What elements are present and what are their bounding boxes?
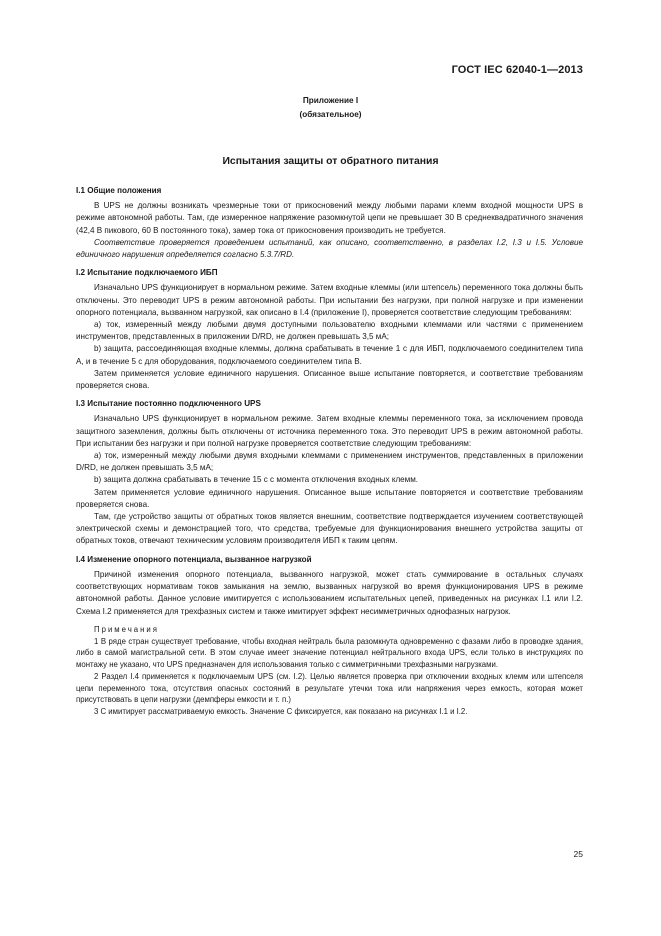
paragraph: Соответствие проверяется проведением испытаний, как описано, соответственно, в разделах I.2, I.3 и I.5. Условие единичного нарушения определяется согласно 5.3.7/RD.	[76, 237, 583, 260]
note-item: 1 В ряде стран существует требование, чтобы входная нейтраль была разомкнута одновременно с фазами либо в проводке здания, либо в самой магистральной сети. В этом случае имеет значение потенциал нейтрального входа UPS, если только в инструкциях по монтажу не указано, что UPS предназначен для использования только с симметричными трехфазными нагрузками.	[76, 636, 583, 670]
section-heading: I.1 Общие положения	[76, 186, 162, 195]
notes-heading: Примечания	[94, 624, 160, 634]
page-number: 25	[573, 849, 583, 859]
paragraph: Изначально UPS функционирует в нормальном режиме. Затем входные клеммы (или штепсель) переменного тока должны быть отключены. Это переводит UPS в режим автономной работы. При испытании без нагрузки, при полной нагрузке и при изменении опорного потенциала, вызванном нагрузкой, как описано в I.4 (приложение I), проверяется соответствие следующим требованиям:	[76, 283, 583, 317]
annex-title: Приложение I	[302, 96, 359, 105]
section-heading: I.4 Изменение опорного потенциала, вызванное нагрузкой	[76, 554, 312, 564]
document-body	[76, 185, 583, 718]
list-item: а) ток, измеренный между любыми двумя входными клеммами с применением инструментов, представленных в приложении D/RD, не должен превышать 3,5 мА;	[76, 451, 583, 473]
note-item: 2 Раздел I.4 применяется к подключаемым UPS (см. I.2). Целью является проверка при отключении входных клемм или штепселя цепи переменного тока, отсутствия опасных состояний в результате утечки тока или напряжения через емкость, которая может присутствовать в цепи нагрузки (демпферы емкости и т. п.)	[76, 671, 583, 705]
section-heading: I.3 Испытание постоянно подключенного UPS	[76, 399, 261, 409]
list-item: а) ток, измеренный между любыми двумя доступными пользователю входными клеммами или частями с применением инструментов, представленных в приложении D/RD, не должен превышать 3,5 мА;	[76, 320, 583, 342]
paragraph: Затем применяется условие единичного нарушения. Описанное выше испытание повторяется и соответствие требованиям проверяется снова.	[76, 487, 583, 509]
main-title: Испытания защиты от обратного питания	[222, 156, 439, 167]
annex-status: (обязательное)	[299, 110, 362, 119]
paragraph: Причиной изменения опорного потенциала, вызванного нагрузкой, может стать суммирование в остальных случаях соответствующих нормативам токов замыкания на землю, вызванных нагрузкой во время функционирования UPS в режиме автономной работы. Данное условие имитируется с использованием испытательных цепей, приведенных на рисунках I.1 или I.2. Схема I.2 применяется для трехфазных систем и также имитирует эффект несимметричных однофазных нагрузок.	[76, 569, 583, 616]
section-heading: I.2 Испытание подключаемого ИБП	[76, 268, 218, 278]
paragraph: Там, где устройство защиты от обратных токов является внешним, соответствие подтверждается изучением соответствующей электрической схемы и демонстрацией того, что средства, требуемые для функционирования внешнего устройства защиты от обратных токов, отвечают техническим условиям производителя ИБП к таким цепям.	[76, 512, 583, 546]
note-item: 3 C имитирует рассматриваемую емкость. Значение С фиксируется, как показано на рисунках I.1 и I.2.	[94, 707, 468, 717]
paragraph: Затем применяется условие единичного нарушения. Описанное выше испытание повторяется, и соответствие требованиям проверяется снова.	[76, 368, 583, 391]
list-item: b) защита, рассоединяющая входные клеммы, должна срабатывать в течение 1 с для ИБП, подключаемого соединителем типа А, и в течение 5 с для оборудования, подключаемого соединителем типа В.	[76, 344, 583, 366]
list-item: b) защита должна срабатывать в течение 15 с с момента отключения входных клемм.	[94, 475, 419, 485]
paragraph: В UPS не должны возникать чрезмерные токи от прикосновений между любыми парами клемм входной мощности UPS в режиме автономной работы. Там, где измеренное напряжение разомкнутой цепи не превышает 30 В среднеквадратичного значения (42,4 В пикового, 60 В постоянного тока), замер тока от прикосновения производить не требуется.	[76, 201, 583, 235]
document-header: ГОСТ IEC 62040-1—2013	[451, 64, 583, 76]
paragraph: Изначально UPS функционирует в нормальном режиме. Затем входные клеммы переменного тока, за исключением провода защитного заземления, должны быть отключены от источника переменного тока. Это переводит UPS в режим автономной работы. При испытании без нагрузки и при полной нагрузке проверяется соответствие следующим требованиям:	[76, 414, 583, 448]
